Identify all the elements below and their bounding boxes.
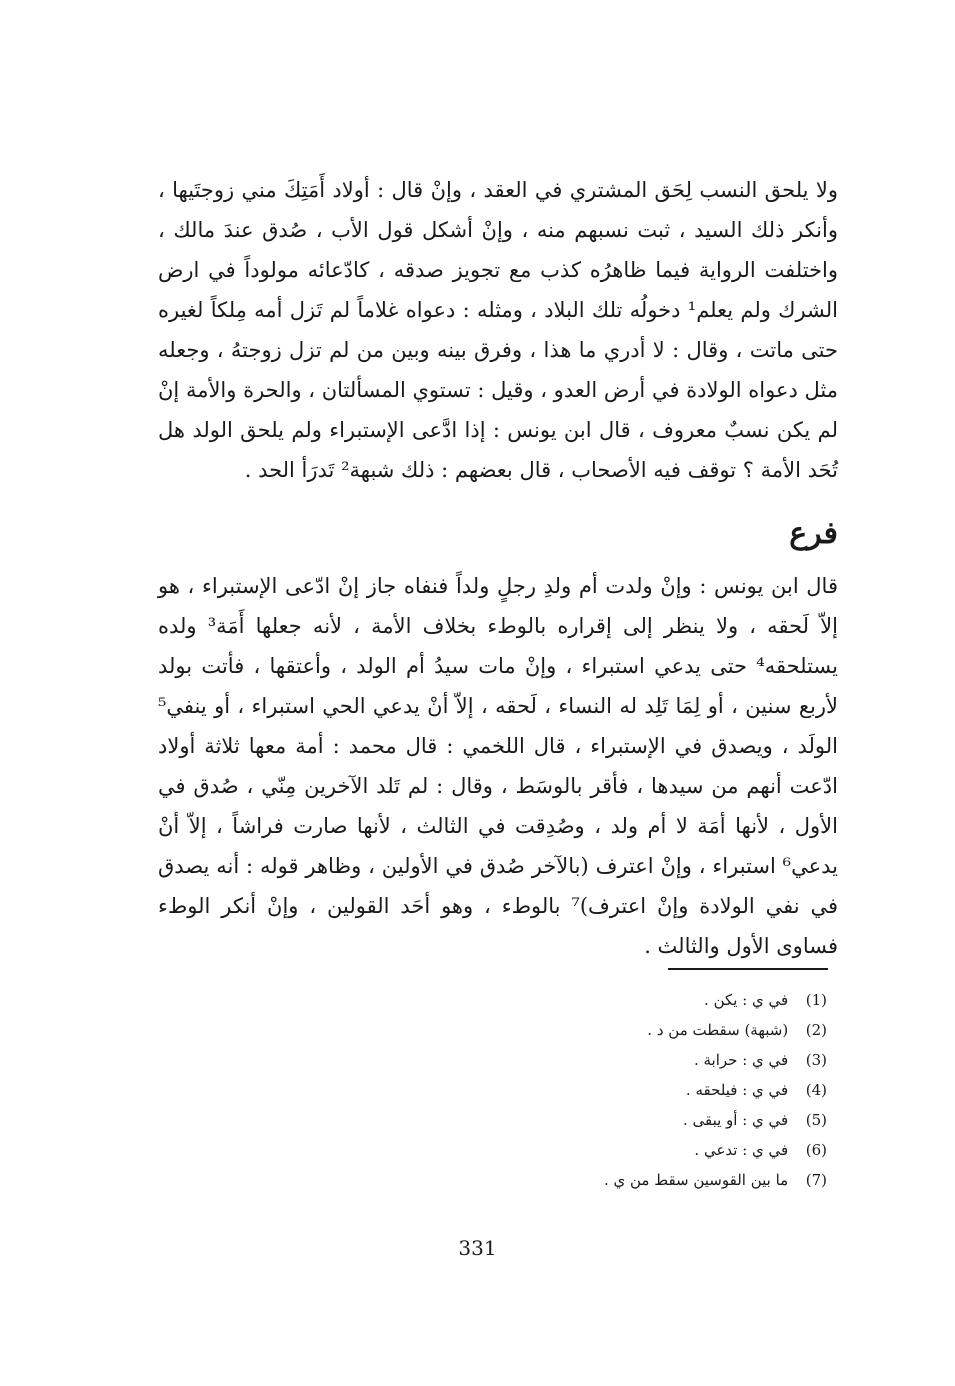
footnote-number: (7) [805,1171,827,1189]
footnote-item [367,1075,827,1105]
footnote-item [367,1105,827,1135]
section-heading: فرع [789,516,838,551]
footnotes-list [367,985,827,1195]
body-paragraph-1: ولا يلحق النسب لِحَق المشتري في العقد ، وإنْ قال : أولاد أَمَتِكَ مني زوجتَيها ، وأنكر ذلك السيد ، ثبت نسبهم منه ، وإنْ أشكل قول الأب ، صُدق عندَ مالك ، واختلفت الرواية فيما ظاهرُه كذب مع تجويز صدقه ، كادّعائه مولوداً في ارض الشرك ولم يعلم¹ دخولُه تلك البلاد ، ومثله : دعواه غلاماً لم تَزل أمه مِلكاً لغيره حتى ماتت ، وقال : لا أدري ما هذا ، وفرق بينه وبين من لم تزل زوجتهُ ، وجعله مثل دعواه الولادة في أرض العدو ، وقيل : تستوي المسألتان ، والحرة والأمة إنْ لم يكن نسبٌ معروف ، قال ابن يونس : إذا ادَّعى الإستبراء ولم يلحق الولد هل تُحَد الأمة ؟ توقف فيه الأصحاب ، قال بعضهم : ذلك شبهة² تَدرَأ الحد . [158,178,838,482]
footnote-number: (5) [805,1111,827,1129]
footnote-number: (3) [805,1051,827,1069]
footnote-text: ما بين القوسين سقط من ي . [603,1171,789,1189]
footnote-number: (6) [805,1141,827,1159]
footnote-text: في ي : أو يبقى . [682,1111,789,1129]
footnote-text: في ي : فيلحقه . [685,1081,789,1099]
footnote-text: (شبهة) سقطت من د . [647,1021,789,1039]
footnote-number: (2) [805,1021,827,1039]
body-paragraph-2: قال ابن يونس : وإنْ ولدت أم ولدِ رجلٍ ولداً فنفاه جاز إنْ ادّعى الإستبراء ، هو إلاّ لَحقه ، ولا ينظر إلى إقراره بالوطء بخلاف الأمة ، لأنه جعلها أَمَة³ ولده يستلحقه⁴ حتى يدعي استبراء ، وإنْ مات سيدُ أم الولد ، وأعتقها ، فأتت بولد لأربع سنين ، أو لِمَا تَلِد له النساء ، لَحقه ، إلاّ أنْ يدعي الحي استبراء ، أو ينفي⁵ الولَد ، ويصدق في الإستبراء ، قال اللخمي : قال محمد : أمة معها ثلاثة أولاد ادّعت أنهم من سيدها ، فأقر بالوسَط ، وقال : لم تَلد الآخرين مِنّي ، صُدق في الأول ، لأنها أمَة لا أم ولد ، وصُدِقت في الثالث ، لأنها صارت فراشاً ، إلاّ أنْ يدعي⁶ استبراء ، وإنْ اعترف (بالآخر صُدق في الأولين ، وظاهر قوله : أنه يصدق في نفي الولادة وإنْ اعترف)⁷ بالوطء ، وهو أحَد القولين ، وإنْ أنكر الوطء فساوى الأول والثالث . [158,574,839,958]
footnote-number: (1) [805,991,827,1009]
footnote-text: في ي : يكن . [704,991,789,1009]
footnote-text: في ي : تدعي . [694,1141,789,1159]
footnote-number: (4) [805,1081,827,1099]
footnote-item [367,1015,827,1045]
footnote-text: في ي : حرابة . [693,1051,789,1069]
footnote-item [367,1165,827,1195]
footnote-divider [668,968,828,970]
footnote-item [367,985,827,1015]
footnote-item [367,1045,827,1075]
page-number: 331 [458,1236,497,1260]
footnote-item [367,1135,827,1165]
